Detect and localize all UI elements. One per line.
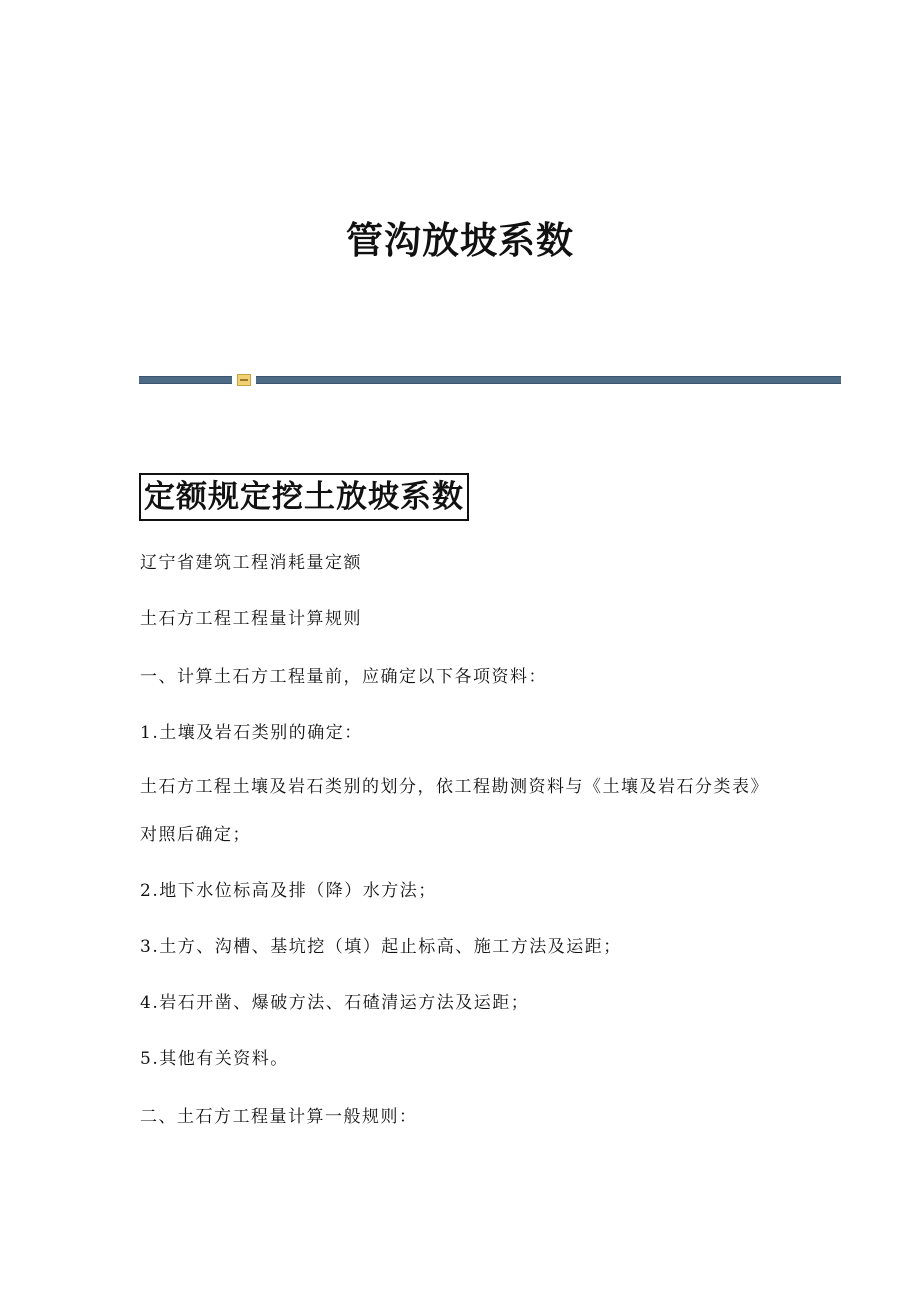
section-divider [139, 374, 841, 386]
paragraph-line: 二、土石方工程量计算一般规则： [140, 1107, 418, 1127]
paragraph-line: 3.土方、沟槽、基坑挖（填）起止标高、施工方法及运距； [140, 937, 622, 957]
document-title: 管沟放坡系数 [346, 218, 574, 262]
divider-ornament-icon [237, 374, 251, 386]
section-heading: 定额规定挖土放坡系数 [139, 473, 469, 521]
paragraph-line: 1.土壤及岩石类别的确定： [140, 723, 363, 743]
divider-bar-left [139, 376, 232, 384]
paragraph-line: 4.岩石开凿、爆破方法、石碴清运方法及运距； [140, 993, 530, 1013]
paragraph-line: 5.其他有关资料。 [140, 1049, 289, 1069]
paragraph-line: 对照后确定； [140, 825, 251, 845]
paragraph-line: 一、计算土石方工程量前，应确定以下各项资料： [140, 667, 547, 687]
divider-bar-right [256, 376, 841, 384]
paragraph-line: 土石方工程工程量计算规则 [140, 609, 362, 629]
paragraph-line: 辽宁省建筑工程消耗量定额 [140, 553, 362, 573]
paragraph-line: 2.地下水位标高及排（降）水方法； [140, 881, 437, 901]
paragraph-line: 土石方工程土壤及岩石类别的划分，依工程勘测资料与《土壤及岩石分类表》 [140, 777, 769, 797]
